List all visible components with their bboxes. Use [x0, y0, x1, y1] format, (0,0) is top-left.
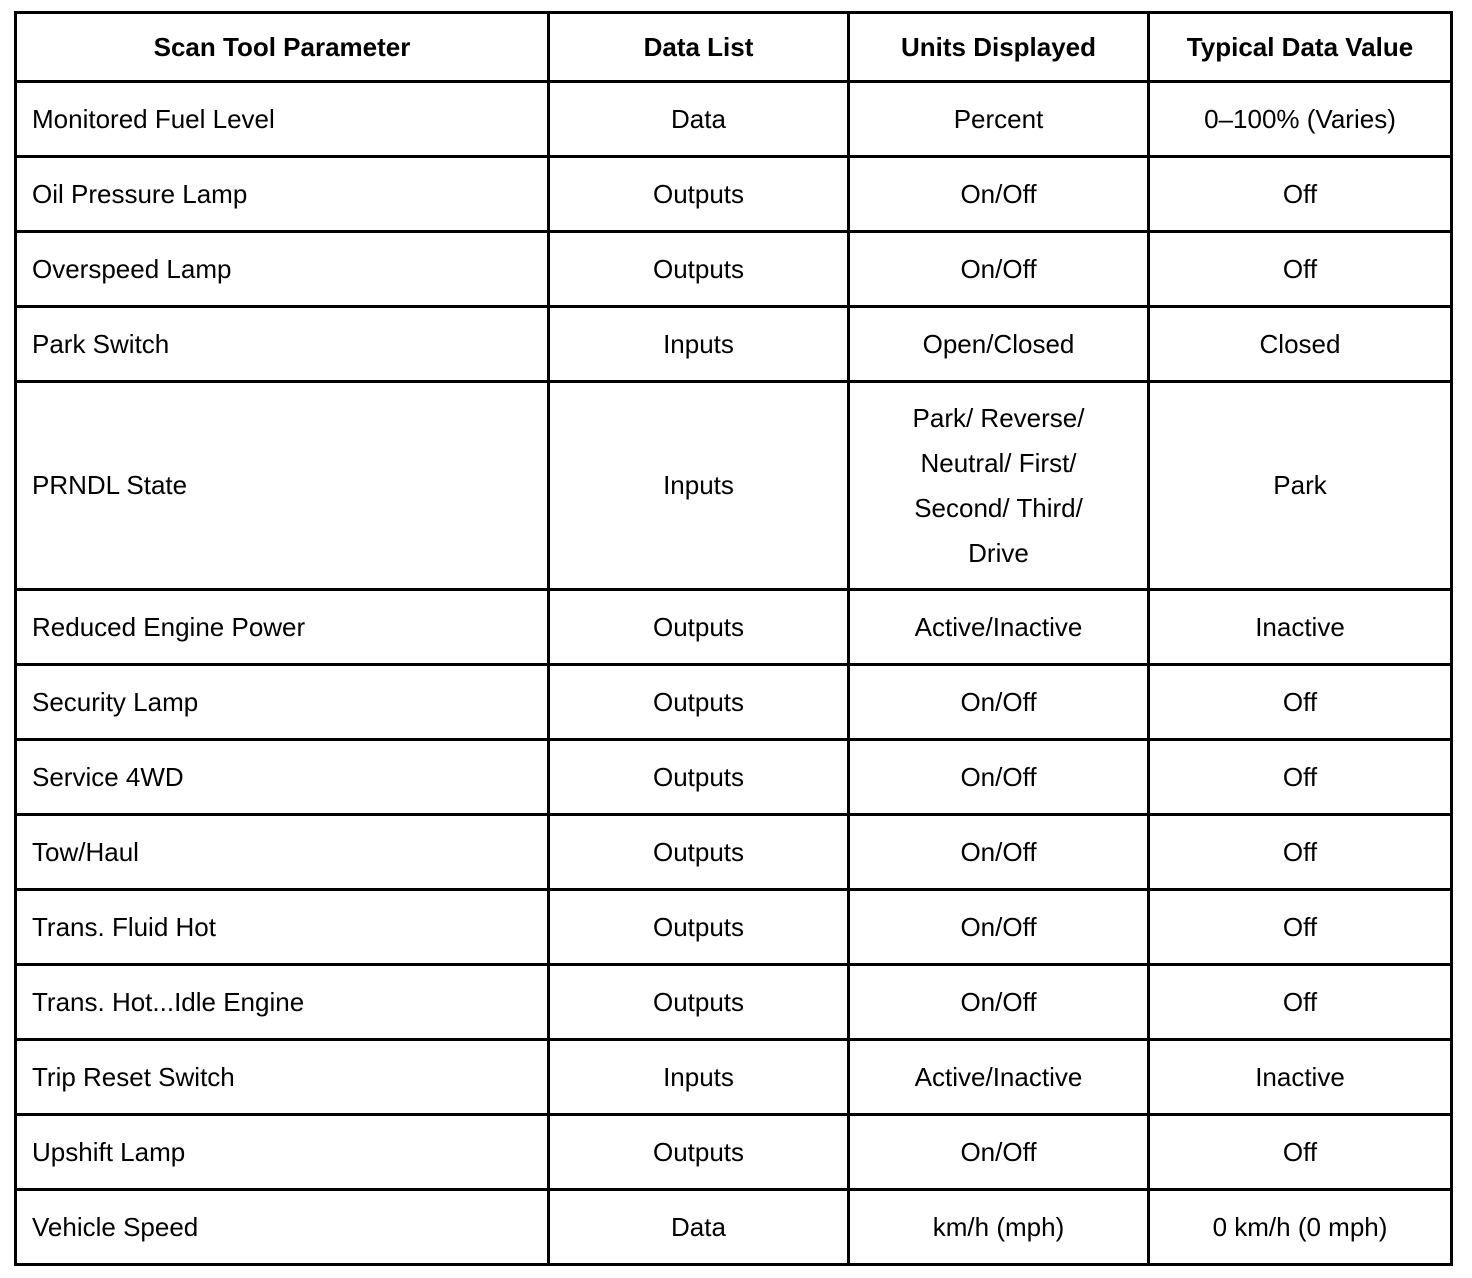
- cell-data-list: Outputs: [549, 965, 849, 1040]
- table-row: [16, 382, 1452, 590]
- table-row: [16, 82, 1452, 157]
- cell-units: On/Off: [849, 157, 1149, 232]
- cell-parameter: Tow/Haul: [16, 815, 549, 890]
- scan-tool-parameter-table: [14, 11, 1453, 1266]
- cell-parameter: Security Lamp: [16, 665, 549, 740]
- table-row: [16, 1115, 1452, 1190]
- table-row: [16, 815, 1452, 890]
- cell-units: On/Off: [849, 815, 1149, 890]
- cell-units: On/Off: [849, 665, 1149, 740]
- cell-data-list: Outputs: [549, 740, 849, 815]
- cell-units: Park/ Reverse/ Neutral/ First/ Second/ Third/ Drive: [849, 382, 1149, 590]
- cell-parameter: Park Switch: [16, 307, 549, 382]
- table-row: [16, 665, 1452, 740]
- table-row: [16, 590, 1452, 665]
- cell-data-list: Outputs: [549, 665, 849, 740]
- cell-typical-value: 0 km/h (0 mph): [1149, 1190, 1452, 1265]
- table-row: [16, 890, 1452, 965]
- cell-typical-value: 0–100% (Varies): [1149, 82, 1452, 157]
- cell-parameter: PRNDL State: [16, 382, 549, 590]
- cell-data-list: Outputs: [549, 890, 849, 965]
- cell-units: On/Off: [849, 232, 1149, 307]
- cell-typical-value: Off: [1149, 665, 1452, 740]
- cell-data-list: Outputs: [549, 1115, 849, 1190]
- cell-data-list: Outputs: [549, 157, 849, 232]
- cell-parameter: Reduced Engine Power: [16, 590, 549, 665]
- table-row: [16, 1040, 1452, 1115]
- cell-units: On/Off: [849, 965, 1149, 1040]
- cell-typical-value: Off: [1149, 157, 1452, 232]
- cell-parameter: Service 4WD: [16, 740, 549, 815]
- cell-parameter: Vehicle Speed: [16, 1190, 549, 1265]
- cell-data-list: Data: [549, 82, 849, 157]
- header-typical-data-value: Typical Data Value: [1149, 13, 1452, 82]
- cell-parameter: Trans. Fluid Hot: [16, 890, 549, 965]
- cell-data-list: Inputs: [549, 307, 849, 382]
- cell-typical-value: Off: [1149, 890, 1452, 965]
- cell-units: On/Off: [849, 1115, 1149, 1190]
- cell-data-list: Inputs: [549, 382, 849, 590]
- cell-parameter: Upshift Lamp: [16, 1115, 549, 1190]
- cell-units: Open/Closed: [849, 307, 1149, 382]
- table-row: [16, 307, 1452, 382]
- cell-units: Active/Inactive: [849, 590, 1149, 665]
- cell-typical-value: Off: [1149, 815, 1452, 890]
- table-row: [16, 1190, 1452, 1265]
- cell-typical-value: Off: [1149, 740, 1452, 815]
- cell-data-list: Outputs: [549, 815, 849, 890]
- cell-units: Percent: [849, 82, 1149, 157]
- table-row: [16, 740, 1452, 815]
- cell-units: km/h (mph): [849, 1190, 1149, 1265]
- cell-parameter: Trans. Hot...Idle Engine: [16, 965, 549, 1040]
- header-scan-tool-parameter: Scan Tool Parameter: [16, 13, 549, 82]
- table-row: [16, 232, 1452, 307]
- cell-parameter: Trip Reset Switch: [16, 1040, 549, 1115]
- cell-typical-value: Off: [1149, 232, 1452, 307]
- cell-typical-value: Park: [1149, 382, 1452, 590]
- cell-typical-value: Inactive: [1149, 1040, 1452, 1115]
- cell-units: On/Off: [849, 740, 1149, 815]
- cell-data-list: Outputs: [549, 232, 849, 307]
- cell-typical-value: Closed: [1149, 307, 1452, 382]
- header-data-list: Data List: [549, 13, 849, 82]
- cell-typical-value: Off: [1149, 965, 1452, 1040]
- cell-units: On/Off: [849, 890, 1149, 965]
- cell-data-list: Inputs: [549, 1040, 849, 1115]
- cell-parameter: Oil Pressure Lamp: [16, 157, 549, 232]
- cell-typical-value: Inactive: [1149, 590, 1452, 665]
- header-units-displayed: Units Displayed: [849, 13, 1149, 82]
- cell-parameter: Monitored Fuel Level: [16, 82, 549, 157]
- table-row: [16, 157, 1452, 232]
- header-row: [16, 13, 1452, 82]
- cell-parameter: Overspeed Lamp: [16, 232, 549, 307]
- table-row: [16, 965, 1452, 1040]
- cell-data-list: Data: [549, 1190, 849, 1265]
- cell-data-list: Outputs: [549, 590, 849, 665]
- cell-units: Active/Inactive: [849, 1040, 1149, 1115]
- cell-typical-value: Off: [1149, 1115, 1452, 1190]
